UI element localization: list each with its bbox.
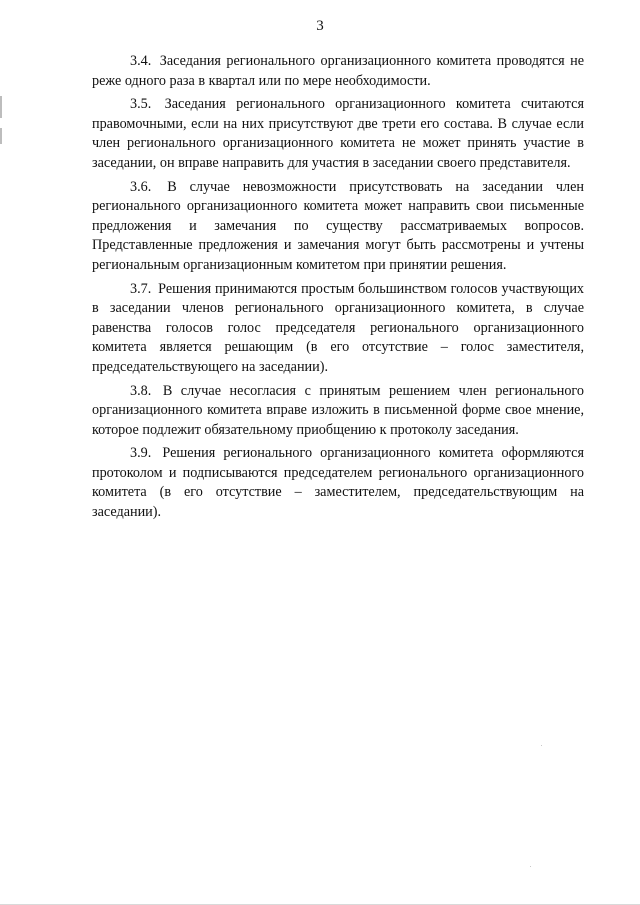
paragraph-text: Заседания регионального организационного комитета считаются правомочными, если на них присутствуют две трети его состава. В случае если член регионального организационного комитета не может принять участие в заседании, он вправе направить для участия в заседании своего представителя. xyxy=(92,96,584,171)
scan-speck xyxy=(541,745,542,746)
paragraph-text: Решения регионального организационного комитета оформляются протоколом и подписываются председателем регионального организационного комитета (в его отсутствие – заместителем, председательствующим на заседании). xyxy=(92,445,584,521)
paragraph-number: 3.8. xyxy=(130,382,152,399)
paragraph-text: Заседания регионального организационного комитета проводятся не реже одного раза в квартал или по мере необходимости. xyxy=(92,53,585,89)
paragraph-number: 3.5. xyxy=(130,96,152,113)
paragraph-number: 3.6. xyxy=(130,178,152,195)
paragraph-text: В случае невозможности присутствовать на заседании член регионального организационного комитета может направить свои письменные предложения и замечания по существу рассматриваемых вопросов. Представленные предложения и замечания могут быть рассмотрены и учтены региональным организационным комитетом при принятии решения. xyxy=(92,178,585,273)
document-body xyxy=(92,52,584,527)
paragraph-3-7 xyxy=(92,280,584,378)
paragraph-number: 3.4. xyxy=(130,53,152,69)
paragraph-number: 3.7. xyxy=(130,280,152,297)
page-number: 3 xyxy=(316,18,324,34)
paragraph-text: В случае несогласия с принятым решением член регионального организационного комитета вправе изложить в письменной форме свое мнение, которое подлежит обязательному приобщению к протоколу заседания. xyxy=(92,382,584,438)
paragraph-text: Решения принимаются простым большинством голосов участвующих в заседании членов регионального организационного комитета, в случае равенства голосов голос председателя регионального организационного комитета является решающим (в его отсутствие – голос заместителя, председательствующего на заседании). xyxy=(92,280,585,375)
paragraph-3-5 xyxy=(92,95,584,173)
paragraph-3-8 xyxy=(92,382,584,441)
scan-edge-mark xyxy=(0,128,2,144)
paragraph-3-9 xyxy=(92,444,584,522)
paragraph-3-4 xyxy=(92,52,584,91)
paragraph-3-6 xyxy=(92,178,584,276)
scan-speck xyxy=(530,866,531,867)
scan-edge-mark xyxy=(0,96,2,118)
paragraph-number: 3.9. xyxy=(130,445,152,462)
